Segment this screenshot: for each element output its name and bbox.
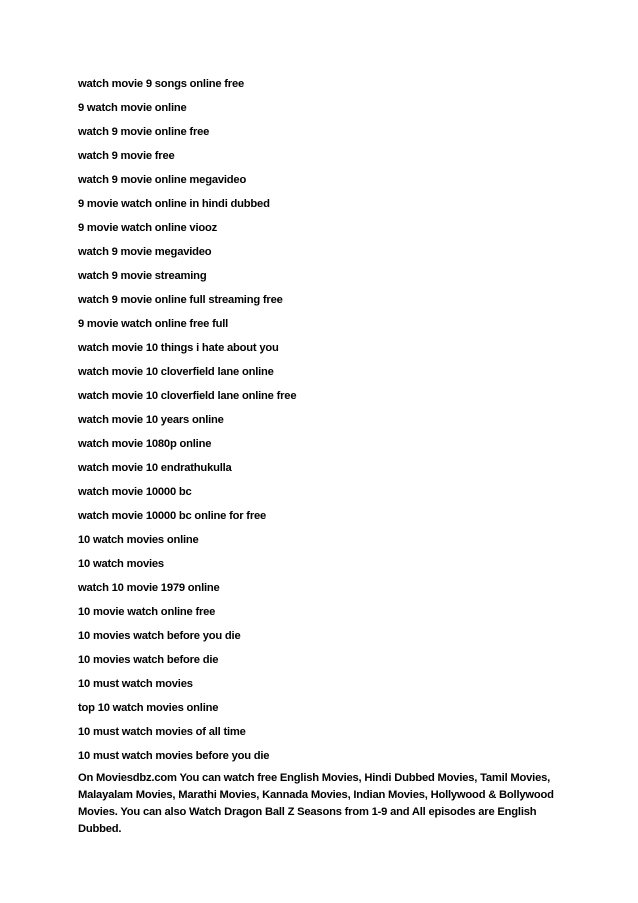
keyword-line: watch movie 10 endrathukulla bbox=[78, 462, 232, 474]
keyword-line: 9 movie watch online in hindi dubbed bbox=[78, 198, 270, 210]
keyword-line: 10 movie watch online free bbox=[78, 606, 216, 618]
keyword-line: watch movie 10 years online bbox=[78, 414, 224, 426]
keyword-line: 9 movie watch online free full bbox=[78, 318, 229, 330]
keyword-line: watch 10 movie 1979 online bbox=[78, 582, 220, 594]
keyword-line: 10 must watch movies bbox=[78, 678, 193, 690]
keyword-line: watch movie 10 things i hate about you bbox=[78, 342, 279, 354]
keyword-line: 10 movies watch before die bbox=[78, 654, 219, 666]
keyword-line: watch 9 movie online megavideo bbox=[78, 174, 247, 186]
keyword-line: 10 movies watch before you die bbox=[78, 630, 241, 642]
keyword-line: 9 movie watch online viooz bbox=[78, 222, 218, 234]
keyword-line: watch 9 movie megavideo bbox=[78, 246, 212, 258]
keyword-line: watch 9 movie online free bbox=[78, 126, 210, 138]
keyword-line: watch movie 10000 bc online for free bbox=[78, 510, 267, 522]
keyword-line: watch 9 movie streaming bbox=[78, 270, 207, 282]
keyword-line: 10 must watch movies before you die bbox=[78, 750, 270, 762]
keyword-line: watch movie 1080p online bbox=[78, 438, 212, 450]
keyword-line: 10 watch movies bbox=[78, 558, 164, 570]
keyword-line: watch movie 10000 bc bbox=[78, 486, 192, 498]
keyword-line: 10 must watch movies of all time bbox=[78, 726, 246, 738]
keyword-line: watch movie 9 songs online free bbox=[78, 78, 245, 90]
keyword-line: top 10 watch movies online bbox=[78, 702, 219, 714]
footer-paragraph: On Moviesdbz.com You can watch free English Movies, Hindi Dubbed Movies, Tamil Movies, Malayalam Movies, Marathi Movies, Kannada Movies, Indian Movies, Hollywood & Bollywood Movies. You can also Watch Dragon Ball Z Seasons from 1-9 and All episodes are English Dubbed. bbox=[78, 772, 554, 835]
keyword-list bbox=[78, 76, 578, 772]
keyword-line: watch 9 movie online full streaming free bbox=[78, 294, 283, 306]
keyword-line: 9 watch movie online bbox=[78, 102, 187, 114]
keyword-line: watch 9 movie free bbox=[78, 150, 175, 162]
keyword-line: watch movie 10 cloverfield lane online bbox=[78, 366, 274, 378]
keyword-line: watch movie 10 cloverfield lane online free bbox=[78, 390, 297, 402]
keyword-line: 10 watch movies online bbox=[78, 534, 199, 546]
